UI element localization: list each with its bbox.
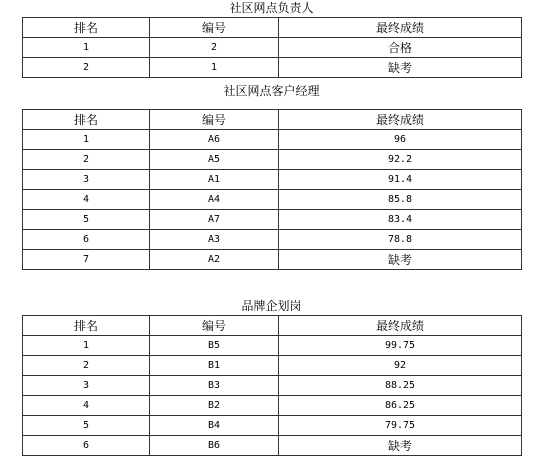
- table-header-row: [23, 110, 522, 130]
- score-cell: 96: [279, 130, 522, 150]
- table-row: [23, 356, 522, 376]
- table-row: [23, 210, 522, 230]
- table-row: [23, 130, 522, 150]
- rank-cell: 3: [23, 376, 150, 396]
- section-title-brand-planning: 品牌企划岗: [241, 299, 302, 313]
- results-table-brand-planning: [22, 315, 522, 456]
- column-header-score: 最终成绩: [279, 316, 522, 336]
- section-title-account-manager: 社区网点客户经理: [223, 84, 320, 98]
- rank-cell: 6: [23, 230, 150, 250]
- id-cell: B1: [150, 356, 279, 376]
- score-cell: 99.75: [279, 336, 522, 356]
- table-row: [23, 190, 522, 210]
- table-header-row: [23, 316, 522, 336]
- score-cell: 92: [279, 356, 522, 376]
- rank-cell: 5: [23, 416, 150, 436]
- rank-cell: 1: [23, 336, 150, 356]
- table-row: [23, 170, 522, 190]
- id-cell: A4: [150, 190, 279, 210]
- table-row: [23, 230, 522, 250]
- score-cell: 79.75: [279, 416, 522, 436]
- rank-cell: 2: [23, 150, 150, 170]
- id-cell: A7: [150, 210, 279, 230]
- column-header-rank: 排名: [23, 18, 150, 38]
- rank-cell: 7: [23, 250, 150, 270]
- column-header-score: 最终成绩: [279, 110, 522, 130]
- score-cell: 缺考: [279, 436, 522, 456]
- id-cell: B5: [150, 336, 279, 356]
- table-row: [23, 376, 522, 396]
- rank-cell: 1: [23, 130, 150, 150]
- rank-cell: 2: [23, 58, 150, 78]
- table-row: [23, 38, 522, 58]
- table-header-row: [23, 18, 522, 38]
- results-table-account-manager: [22, 109, 522, 270]
- rank-cell: 2: [23, 356, 150, 376]
- id-cell: A5: [150, 150, 279, 170]
- column-header-rank: 排名: [23, 110, 150, 130]
- table-row: [23, 336, 522, 356]
- score-cell: 91.4: [279, 170, 522, 190]
- table-row: [23, 416, 522, 436]
- rank-cell: 4: [23, 396, 150, 416]
- id-cell: 1: [150, 58, 279, 78]
- score-cell: 缺考: [279, 250, 522, 270]
- table-row: [23, 436, 522, 456]
- score-cell: 86.25: [279, 396, 522, 416]
- score-cell: 78.8: [279, 230, 522, 250]
- id-cell: A1: [150, 170, 279, 190]
- score-cell: 合格: [279, 38, 522, 58]
- table-row: [23, 396, 522, 416]
- score-cell: 83.4: [279, 210, 522, 230]
- column-header-rank: 排名: [23, 316, 150, 336]
- table-row: [23, 58, 522, 78]
- id-cell: 2: [150, 38, 279, 58]
- rank-cell: 4: [23, 190, 150, 210]
- rank-cell: 3: [23, 170, 150, 190]
- id-cell: B4: [150, 416, 279, 436]
- column-header-id: 编号: [150, 18, 279, 38]
- score-cell: 88.25: [279, 376, 522, 396]
- id-cell: B2: [150, 396, 279, 416]
- rank-cell: 5: [23, 210, 150, 230]
- score-cell: 85.8: [279, 190, 522, 210]
- column-header-id: 编号: [150, 110, 279, 130]
- table-row: [23, 150, 522, 170]
- id-cell: A2: [150, 250, 279, 270]
- column-header-id: 编号: [150, 316, 279, 336]
- rank-cell: 6: [23, 436, 150, 456]
- table-row: [23, 250, 522, 270]
- section-title-branch-manager: 社区网点负责人: [229, 1, 314, 15]
- id-cell: A6: [150, 130, 279, 150]
- score-cell: 92.2: [279, 150, 522, 170]
- column-header-score: 最终成绩: [279, 18, 522, 38]
- results-table-branch-manager: [22, 17, 522, 78]
- id-cell: B3: [150, 376, 279, 396]
- id-cell: A3: [150, 230, 279, 250]
- id-cell: B6: [150, 436, 279, 456]
- score-cell: 缺考: [279, 58, 522, 78]
- rank-cell: 1: [23, 38, 150, 58]
